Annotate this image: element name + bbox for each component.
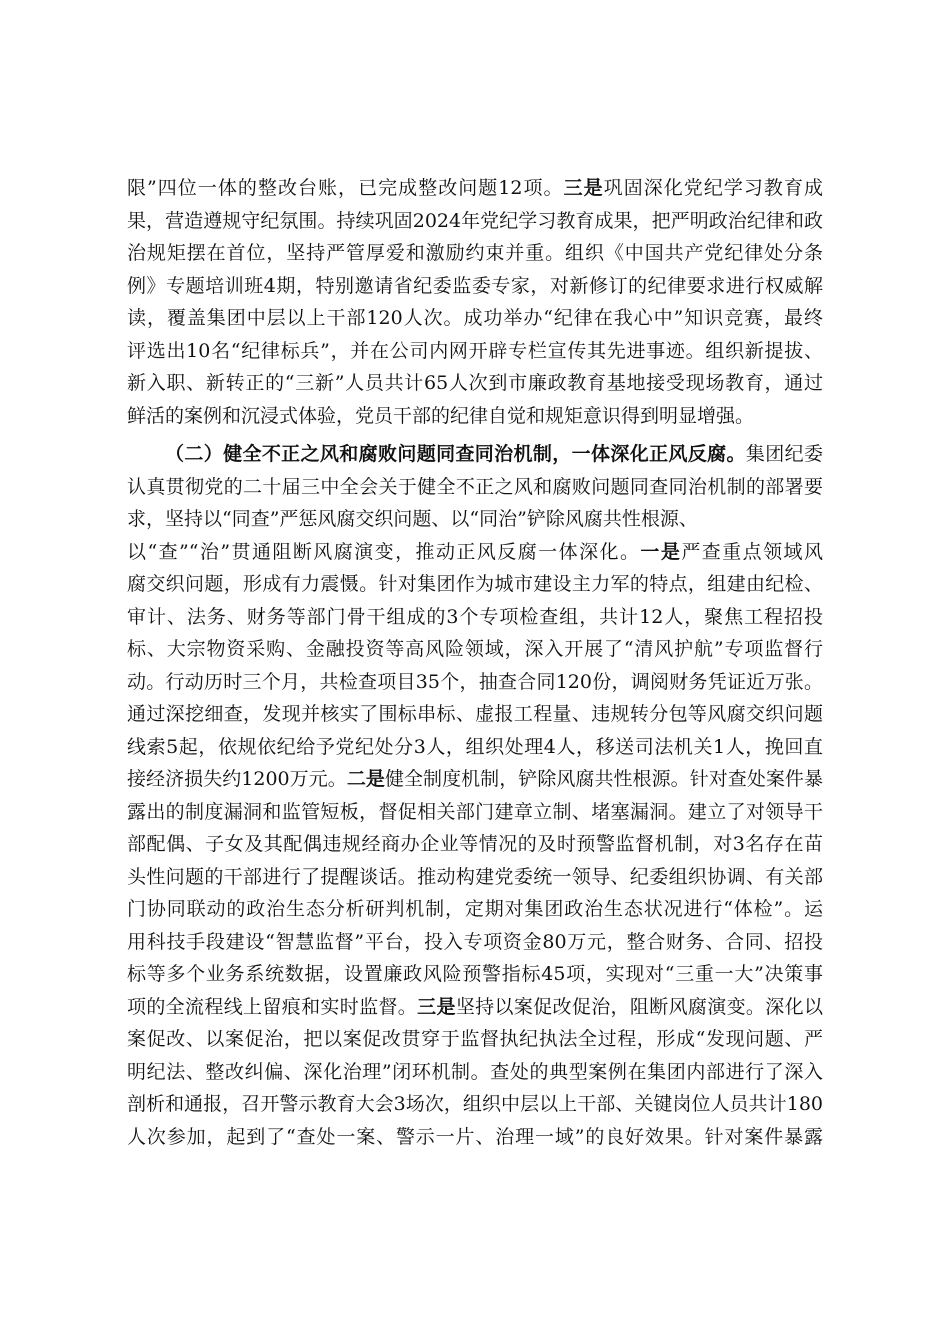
text-line xyxy=(127,536,823,569)
text-line xyxy=(127,861,823,894)
text-line xyxy=(127,335,823,368)
text-segment: 严查重点领域风 xyxy=(681,540,823,563)
text-segment: 露出的制度漏洞和监管短板，督促相关部门建章立制、堵塞漏洞。建立了对领导干 xyxy=(127,800,823,823)
text-line xyxy=(127,731,823,764)
text-line xyxy=(127,698,823,731)
text-line xyxy=(127,601,823,634)
text-line xyxy=(127,893,823,926)
text-line xyxy=(127,763,823,796)
text-line xyxy=(127,991,823,1024)
text-segment: 巩固深化党纪学习教育成 xyxy=(603,177,823,199)
text-segment: 项的全流程线上留痕和实时监督。 xyxy=(127,995,418,1018)
text-segment: 门协同联动的政治生态分析研判机制，定期对集团政治生态状况进行“体检”。运 xyxy=(127,898,823,920)
text-line xyxy=(127,633,823,666)
text-line xyxy=(127,568,823,601)
text-segment: 通过深挖细查，发现并核实了围标串标、虚报工程量、违规转分包等风腐交织问题 xyxy=(127,703,823,725)
text-segment: 头性问题的干部进行了提醒谈话。推动构建党委统一领导、纪委组织协调、有关部 xyxy=(127,865,823,888)
text-segment: 剖析和通报，召开警示教育大会3场次，组织中层以上干部、关键岗位人员共计180 xyxy=(127,1093,823,1115)
text-segment: 接经济损失约1200万元。 xyxy=(127,768,347,790)
text-line xyxy=(127,503,823,536)
text-line xyxy=(127,302,823,335)
text-segment: 限”四位一体的整改台账，已完成整改问题12项。 xyxy=(127,177,564,199)
bold-text-segment: （二）健全不正之风和腐败问题同查同治机制，一体深化正风反腐。 xyxy=(165,443,746,465)
text-line xyxy=(127,796,823,829)
text-segment: 例》专题培训班4期，特别邀请省纪委监委专家，对新修订的纪律要求进行权威解 xyxy=(127,274,823,297)
text-segment: 案促改、以案促治，把以案促改贯穿于监督执纪执法全过程，形成“发现问题、严 xyxy=(127,1028,823,1050)
text-segment: 求，坚持以“同查”严惩风腐交织问题、以“同治”铲除风腐共性根源、 xyxy=(127,508,698,530)
text-segment: 部配偶、子女及其配偶违规经商办企业等情况的及时预警监督机制，对3名存在苗 xyxy=(127,833,823,855)
bold-text-segment: 三是 xyxy=(563,177,604,199)
text-segment: 鲜活的案例和沉浸式体验，党员干部的纪律自觉和规矩意识得到明显增强。 xyxy=(127,404,755,427)
text-segment: 认真贯彻党的二十届三中全会关于健全不正之风和腐败问题同查同治机制的部署要 xyxy=(127,475,823,498)
text-line xyxy=(127,1121,823,1154)
text-segment: 新入职、新转正的“三新”人员共计65人次到市廉政教育基地接受现场教育，通过 xyxy=(127,372,823,394)
text-line xyxy=(127,270,823,303)
text-segment: 审计、法务、财务等部门骨干组成的3个专项检查组，共计12人，聚焦工程招投 xyxy=(127,605,823,628)
text-segment: 用科技手段建设“智慧监督”平台，投入专项资金80万元，整合财务、合同、招投 xyxy=(127,930,823,953)
text-line xyxy=(127,400,823,433)
text-segment: 人次参加，起到了“查处一案、警示一片、治理一域”的良好效果。针对案件暴露 xyxy=(127,1125,823,1148)
text-line xyxy=(127,828,823,861)
text-line xyxy=(127,1023,823,1056)
document-page xyxy=(127,172,823,1153)
text-line xyxy=(127,205,823,238)
text-segment: 读，覆盖集团中层以上干部120人次。成功举办“纪律在我心中”知识竞赛，最终 xyxy=(127,307,823,329)
text-line xyxy=(127,1088,823,1121)
text-line xyxy=(127,926,823,959)
bold-text-segment: 一是 xyxy=(640,540,682,563)
text-line xyxy=(127,438,823,471)
text-line xyxy=(127,367,823,400)
text-line xyxy=(127,172,823,205)
text-segment: 坚持以案促改促治，阻断风腐演变。深化以 xyxy=(455,995,823,1018)
bold-text-segment: 二是 xyxy=(346,768,385,790)
text-line xyxy=(127,666,823,699)
bold-text-segment: 三是 xyxy=(417,995,456,1018)
text-segment: 明纪法、整改纠偏、深化治理”闭环机制。查处的典型案例在集团内部进行了深入 xyxy=(127,1060,823,1083)
text-line xyxy=(127,1056,823,1089)
text-segment: 动。行动历时三个月，共检查项目35个，抽查合同120份，调阅财务凭证近万张。 xyxy=(127,670,823,693)
text-segment: 集团纪委 xyxy=(745,443,823,465)
text-segment: 治规矩摆在首位，坚持严管厚爱和激励约束并重。组织《中国共产党纪律处分条 xyxy=(127,242,823,264)
text-segment: 以“查”“治”贯通阻断风腐演变，推动正风反腐一体深化。 xyxy=(127,540,641,563)
text-segment: 标、大宗物资采购、金融投资等高风险领域，深入开展了“清风护航”专项监督行 xyxy=(127,638,823,660)
text-line xyxy=(127,237,823,270)
text-segment: 评选出10名“纪律标兵”，并在公司内网开辟专栏宣传其先进事迹。组织新提拔、 xyxy=(127,339,823,362)
text-segment: 标等多个业务系统数据，设置廉政风险预警指标45项，实现对“三重一大”决策事 xyxy=(127,963,823,985)
text-line xyxy=(127,958,823,991)
text-segment: 线索5起，依规依纪给予党纪处分3人，组织处理4人，移送司法机关1人，挽回直 xyxy=(127,735,823,758)
text-line xyxy=(127,471,823,504)
text-segment: 健全制度机制，铲除风腐共性根源。针对查处案件暴 xyxy=(384,768,823,790)
text-segment: 腐交织问题，形成有力震慑。针对集团作为城市建设主力军的特点，组建由纪检、 xyxy=(127,573,823,595)
text-segment: 果，营造遵规守纪氛围。持续巩固2024年党纪学习教育成果，把严明政治纪律和政 xyxy=(127,209,823,232)
